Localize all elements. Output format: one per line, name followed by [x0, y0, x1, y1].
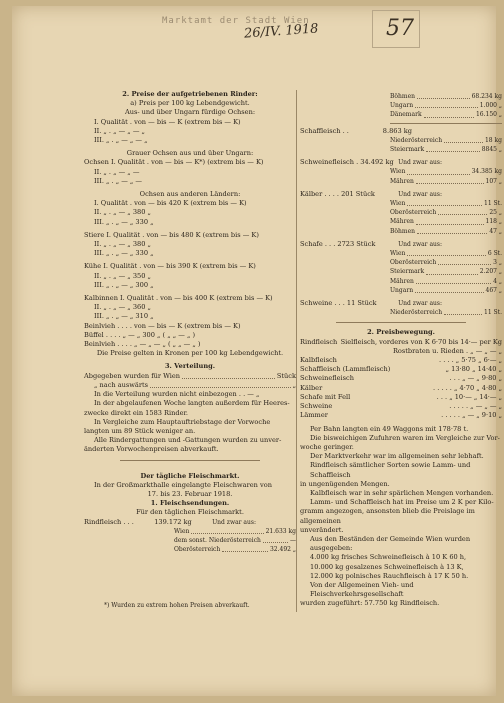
paragraph-line: 12.000 kg polnisches Rauchfleisch à 17 K 50 h.	[310, 571, 469, 580]
source-value: 21.633 kg	[265, 527, 296, 535]
section-divider	[120, 460, 260, 461]
paragraph-line: Aus den Beständen der Gemeinde Wien wurden ausgegeben:	[310, 534, 471, 553]
source-row	[300, 101, 502, 110]
meat-value: 139.172 kg	[154, 517, 192, 526]
source-value: 4 „	[493, 277, 502, 285]
price-movement-row	[300, 347, 502, 356]
handwritten-date: 26/IV. 1918	[243, 21, 319, 42]
price-movement-row	[300, 411, 502, 420]
source-value: 34.385 kg	[471, 168, 502, 176]
price-movement-row	[300, 374, 502, 383]
section-divider	[336, 322, 466, 323]
distribution-label: Abgegeben wurden für Wien	[84, 371, 181, 380]
source-heading: Und zwar aus:	[398, 300, 442, 308]
source-row	[300, 136, 502, 145]
price-row: I. Qualität . von — bis 420 K (extrem bis — K)	[94, 199, 247, 208]
paragraph-line: In der abgelaufenen Woche langten außerdem für Heeres-	[94, 399, 290, 408]
source-name: Mähren	[390, 177, 414, 185]
paragraph-line: Kalbfleisch war in sehr spärlichen Mengen vorhanden.	[310, 488, 494, 497]
source-row	[300, 267, 502, 276]
source-value: 18 kg	[484, 136, 502, 144]
paragraph-line: Lamm- und Schaffleisch hat im Preise um 2 K per Kilo-	[310, 498, 494, 507]
source-name: Dänemark	[390, 111, 422, 119]
section-title: 2. Preise der aufgetriebenen Rinder:	[122, 90, 258, 98]
source-row	[300, 258, 502, 267]
page-number: 57	[386, 16, 414, 41]
price-row: Stiere I. Qualität . von — bis 480 K (extrem bis — K)	[84, 230, 259, 239]
price-row: II. „ . „ — „ —	[94, 167, 140, 176]
price-row: II. „ . „ — „ 360 „	[94, 303, 151, 312]
livestock-total-row	[300, 240, 502, 249]
item-label: Lämmer	[300, 411, 328, 420]
meat-total-row	[84, 518, 296, 527]
price-movement-row	[300, 384, 502, 393]
source-value: 1.000 „	[479, 102, 502, 110]
source-value: 3 „	[493, 259, 502, 267]
source-name: Mähren	[390, 277, 414, 285]
livestock-total-row	[300, 190, 502, 199]
item-label: Schweine	[300, 402, 333, 411]
source-value: 68.234 kg	[471, 93, 502, 100]
left-column	[84, 90, 296, 554]
meat-total-row	[300, 127, 502, 136]
source-row	[300, 92, 502, 101]
distribution-unit: Stück	[276, 371, 296, 380]
item-price: . . . „ 10·— „ 14·— „	[436, 392, 502, 401]
paragraph-line: 10.000 kg gesalzenes Schweinefleisch à 13 K,	[310, 562, 464, 571]
source-value: 25 „	[489, 209, 502, 217]
item-price: . . . . „ 5·75 „ 6·— „	[439, 356, 502, 365]
source-row	[300, 199, 502, 208]
paragraph-line: wurden zugeführt: 57.750 kg Rindfleisch.	[300, 599, 440, 608]
source-name: Wien	[390, 250, 406, 258]
item-label: Kälber	[300, 383, 323, 392]
source-value: 6 St.	[487, 250, 502, 258]
source-name: Böhmen	[390, 227, 415, 235]
source-row	[300, 217, 502, 226]
subsection-subtitle: Für den täglichen Fleischmarkt.	[136, 508, 244, 517]
paragraph-line: 17. bis 23. Februar 1918.	[147, 489, 233, 498]
document-page	[12, 6, 502, 696]
source-value: 32.492 „	[269, 546, 296, 554]
item-price: . . . „ — „ 9·80 „	[449, 374, 502, 383]
source-name: Niederösterreich	[390, 309, 443, 317]
price-row: III. „ . „ — „ 330 „	[94, 249, 154, 258]
source-value: 107 „	[485, 177, 502, 185]
paragraph-line: änderten Vorwochenpreisen abverkauft.	[84, 445, 219, 454]
livestock-label: Schafe . . . 2723 Stück	[300, 239, 376, 248]
price-row: III. „ . „ — „ —	[94, 176, 143, 185]
source-value: —	[290, 536, 296, 544]
group-heading: Grauer Ochsen aus und über Ungarn:	[126, 149, 254, 158]
paragraph-line: zwecke direkt ein 1583 Rinder.	[84, 408, 189, 417]
price-movement-row	[300, 393, 502, 402]
source-value: 118 „	[485, 218, 502, 226]
source-name: Wien	[390, 168, 406, 176]
section-note: Aus- und über Ungarn fürdige Ochsen:	[124, 108, 256, 117]
source-row	[300, 249, 502, 258]
source-row	[300, 227, 502, 236]
source-heading: Und zwar aus:	[398, 240, 442, 248]
price-row: III. „ . „ — „ 330 „	[94, 217, 154, 226]
paragraph-line: Alle Rindergattungen und -Gattungen wurden zu unver-	[94, 436, 282, 445]
source-heading: Und zwar aus:	[212, 518, 256, 526]
price-note: Die Preise gelten in Kronen per 100 kg Lebendgewicht.	[96, 349, 284, 358]
meat-label: Schweinefleisch . 34.492 kg	[300, 158, 394, 167]
price-row: II. „ . „ — „ 350 „	[94, 271, 151, 280]
price-row: II. „ . „ — „ 380 „	[94, 240, 151, 249]
livestock-label: Schweine . . . 11 Stück	[300, 299, 377, 308]
price-row: Büffel . . . . „ — „ 300 „ ( „ „ — „ )	[84, 330, 196, 339]
price-row: II. „ . „ — „ 380 „	[94, 208, 151, 217]
item-price: . . . . . „ — „ 9·10 „	[441, 411, 502, 420]
page-header	[12, 6, 496, 76]
price-row: III. „ . „ — „ — „	[94, 136, 148, 145]
source-name: Wien	[390, 200, 406, 208]
source-value: 11 St.	[484, 309, 502, 317]
item-price: „ 13·80 „ 14·40 „	[445, 365, 502, 374]
meat-value: 8.863 kg	[382, 126, 412, 135]
price-row: Beinlvieh . . . . von — bis — K (extrem bis — K)	[84, 321, 241, 330]
archive-stamp: Marktamt der Stadt Wien	[162, 16, 310, 26]
group-heading: Ochsen aus anderen Ländern:	[139, 190, 241, 199]
price-movement-row	[300, 338, 502, 347]
paragraph-line: Rindfleisch sämtlicher Sorten sowie Lamm- und Schaffleisch	[310, 461, 471, 479]
item-label: Schaffleisch (Lammfleisch)	[300, 365, 391, 374]
item-price: Sielfleisch, vorderes von K 6·70 bis 14·— per Kg	[340, 337, 502, 346]
price-row: I. Qualität . von — bis — K (extrem bis — K)	[94, 117, 241, 126]
section-subtitle: a) Preis per 100 kg Lebendgewicht.	[130, 99, 250, 108]
source-value: 467 „	[485, 286, 502, 294]
source-name: Oberösterreich	[174, 546, 221, 554]
meat-total-row	[300, 158, 502, 167]
section-title: 3. Verteilung.	[164, 362, 216, 371]
price-row: II. „ . „ — „ — „	[94, 126, 145, 135]
item-price: . . . . . „ 4·70 „ 4·80 „	[433, 383, 502, 392]
source-row	[300, 167, 502, 176]
livestock-total-row	[300, 299, 502, 308]
right-column	[300, 92, 502, 609]
source-name: Wien	[174, 527, 190, 535]
source-row	[300, 177, 502, 186]
column-divider	[296, 90, 297, 612]
source-name: Steiermark	[390, 146, 425, 154]
source-row	[300, 286, 502, 295]
price-row: III. „ . „ — „ 310 „	[94, 312, 154, 321]
item-label: Schafe mit Fell	[300, 392, 351, 401]
paragraph-line: 4.000 kg frisches Schweinefleisch à 10 K 60 h,	[310, 553, 467, 562]
item-label: Kalbfleisch	[300, 356, 337, 365]
source-name: Oberösterreich	[390, 209, 437, 217]
subsection-title: 1. Fleischsendungen.	[150, 499, 230, 508]
paragraph-line: In der Großmarkthalle eingelangte Fleischwaren von	[94, 480, 272, 489]
source-value: 47 „	[489, 227, 502, 235]
price-movement-row	[300, 365, 502, 374]
paragraph-line: unverändert.	[300, 525, 344, 534]
source-row	[84, 545, 296, 554]
market-title: Der tägliche Fleischmarkt.	[140, 471, 240, 480]
source-row	[300, 208, 502, 217]
source-row	[84, 536, 296, 545]
item-label: Rindfleisch	[300, 337, 338, 346]
source-name: Ungarn	[390, 286, 414, 294]
source-value: 8845 „	[481, 146, 502, 154]
source-name: Steiermark	[390, 268, 425, 276]
paragraph-line: woche geringer.	[300, 442, 354, 451]
paragraph-line: In die Verteilung wurden nicht einbezogen . . — „	[94, 390, 260, 399]
item-label: Schweinefleisch	[300, 374, 354, 383]
livestock-label: Kälber . . . . 201 Stück	[300, 189, 375, 198]
meat-label: Rindfleisch . . .	[84, 517, 134, 526]
source-name: Niederösterreich	[390, 136, 443, 144]
source-name: Böhmen	[390, 93, 415, 100]
paragraph-line: Von der Allgemeinen Vieh- und Fleischverkehrsgesellschaft	[310, 580, 414, 599]
paragraph-line: In Vergleiche zum Hauptauftriebstage der Vorwoche	[94, 417, 271, 426]
paragraph-line: Der Marktverkehr war im allgemeinen sehr lebhaft.	[310, 452, 484, 461]
price-row: III. „ . „ — „ 300 „	[94, 280, 154, 289]
sub-divider	[390, 123, 502, 124]
source-name: Ungarn	[390, 102, 414, 110]
distribution-row	[84, 381, 296, 390]
item-price: . . . . . „ — „ — „	[449, 402, 502, 411]
source-value: 2.207 „	[479, 268, 502, 276]
price-row: Beinlvieh . . . . „ — „ — „ ( „ „ — „ )	[84, 340, 201, 349]
distribution-row	[84, 372, 296, 381]
source-value: 11 St.	[484, 200, 502, 208]
item-price: Rostbraten u. Rieden . „ — „ — „	[392, 346, 502, 355]
distribution-label: „ nach auswärts	[94, 380, 149, 389]
source-value: 16.150 „	[475, 111, 502, 119]
meat-label: Schaffleisch . .	[300, 126, 349, 135]
source-row	[300, 308, 502, 317]
paragraph-line: langten um 89 Stück weniger an.	[84, 426, 196, 435]
source-name: dem sonst. Niederösterreich	[174, 536, 261, 544]
paragraph-line: Die bisweichigen Zufuhren waren im Vergleiche zur Vor-	[310, 433, 500, 442]
price-row: Kühe I. Qualität . von — bis 390 K (extrem bis — K)	[84, 262, 256, 271]
paragraph-line: Per Bahn langten ein 49 Waggons mit 178·78 t.	[310, 424, 469, 433]
source-row	[300, 110, 502, 119]
paragraph-line: in ungenügenden Mengen.	[300, 479, 390, 488]
source-row	[300, 145, 502, 154]
source-row	[300, 277, 502, 286]
section-title: 2. Preisbewegung.	[367, 328, 435, 337]
source-row	[84, 527, 296, 536]
footnote: *) Wurden zu extrem hohen Preisen abverkauft.	[104, 602, 250, 609]
source-name: Mähren	[390, 218, 414, 226]
distribution-unit: „	[292, 380, 296, 389]
source-name: Oberösterreich	[390, 259, 437, 267]
paragraph-line: gramm angezogen, ansonsten blieb die Preislage im allgemeinen	[300, 507, 475, 525]
price-movement-row	[300, 402, 502, 411]
price-movement-row	[300, 356, 502, 365]
price-row: Ochsen I. Qualität . von — bis — K*) (extrem bis — K)	[84, 158, 264, 167]
price-row: Kalbinnen I. Qualität . von — bis 400 K (extrem bis — K)	[84, 294, 273, 303]
source-heading: Und zwar aus:	[398, 190, 442, 198]
source-heading: Und zwar aus:	[398, 159, 442, 167]
